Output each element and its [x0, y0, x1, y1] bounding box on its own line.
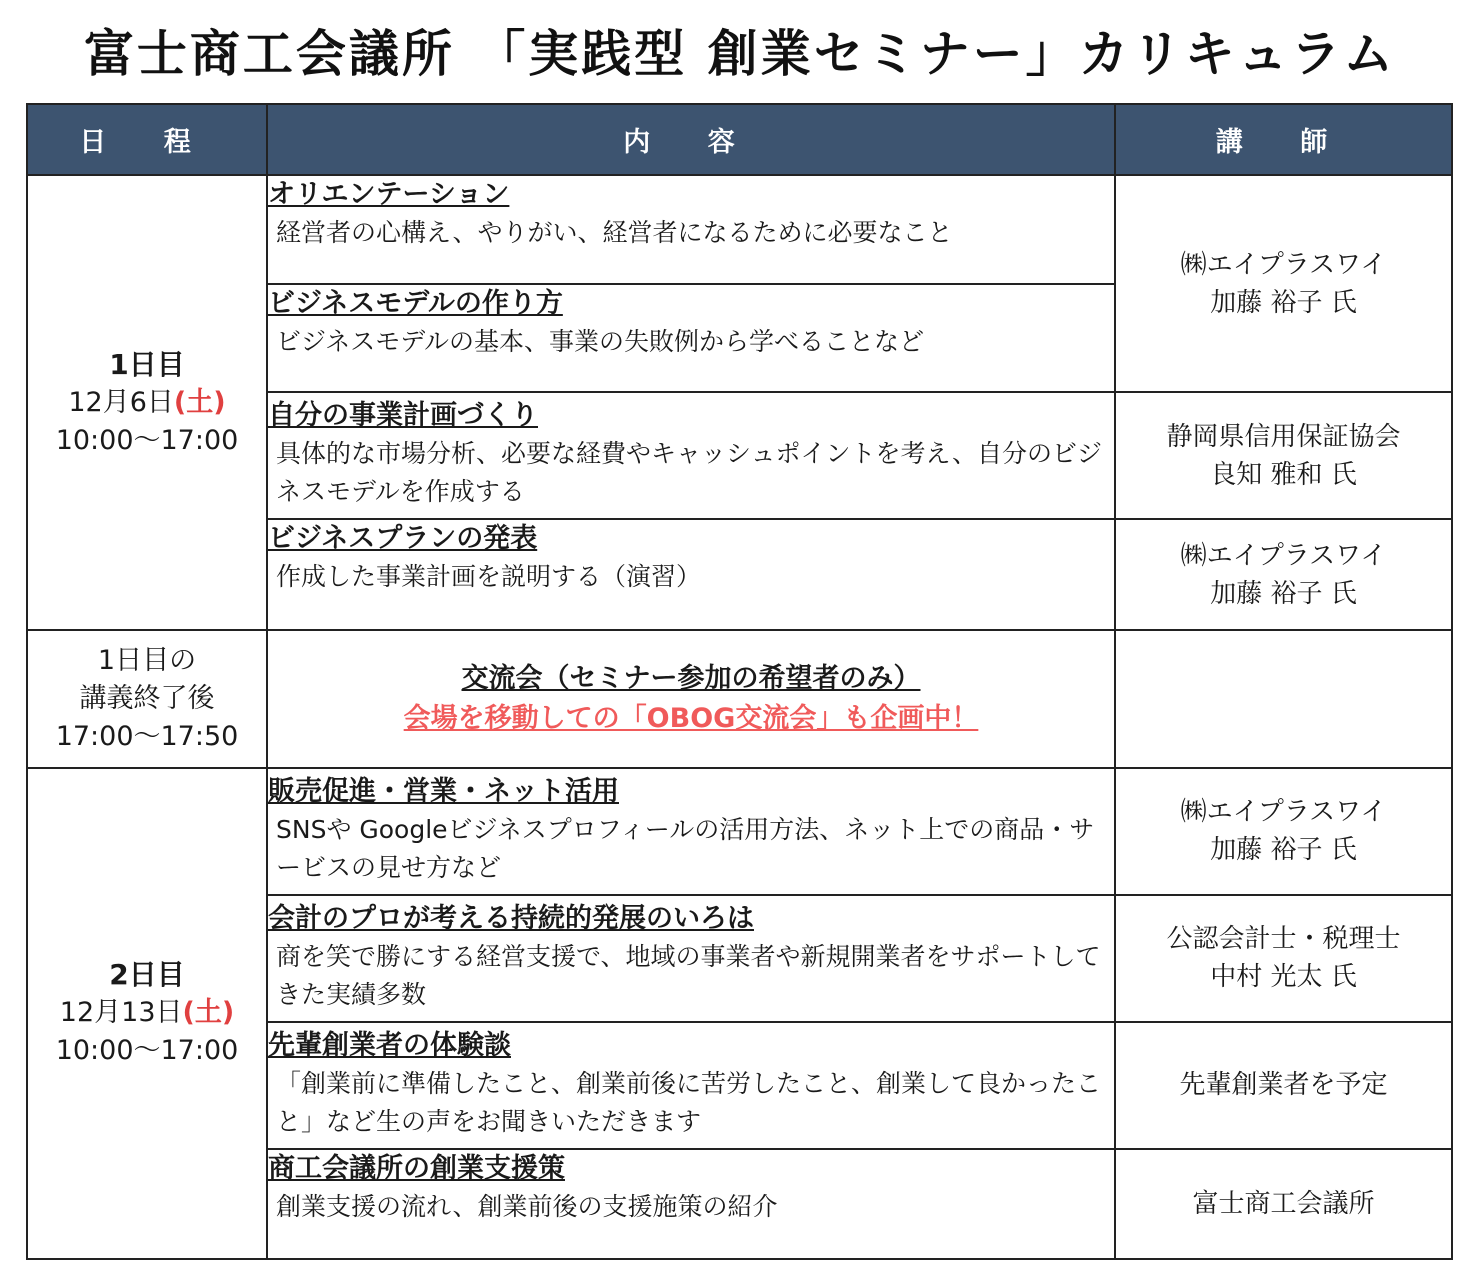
lecturer-org: ㈱エイプラスワイ: [1180, 540, 1387, 571]
curriculum-table: [26, 103, 1453, 1260]
day2-date: 12月13日(土): [59, 997, 235, 1029]
session-cell: [267, 519, 1115, 630]
session-cell: [267, 175, 1115, 284]
lecturer-name: 中村 光太 氏: [1210, 962, 1357, 993]
session-desc: 「創業前に準備したこと、創業前後に苦労したこと、創業して良かったこと」など生の声をお聞きいただきます: [276, 1068, 1102, 1136]
session-desc: 具体的な市場分析、必要な経費やキャッシュポイントを考え、自分のビジネスモデルを作成する: [276, 439, 1103, 507]
session-title: 自分の事業計画づくり: [268, 400, 538, 432]
header-row: [27, 104, 1452, 175]
session-desc: ビジネスモデルの基本、事業の失敗例から学べることなど: [276, 327, 925, 357]
lecturer-cell: [1115, 1149, 1452, 1259]
session-cell: [267, 284, 1115, 392]
session-desc: 作成した事業計画を説明する（演習）: [276, 562, 702, 592]
lecturer-org: 静岡県信用保証協会: [1166, 421, 1401, 452]
session-title: ビジネスプランの発表: [268, 523, 538, 555]
day1-weekday: (土): [173, 386, 226, 418]
session-cell: [267, 1022, 1115, 1149]
session-desc: 創業支援の流れ、創業前後の支援施策の紹介: [276, 1191, 778, 1221]
exchange-title: 交流会（セミナー参加の希望者のみ）: [461, 662, 921, 694]
day1-time: 10:00〜17:00: [55, 424, 239, 456]
exchange-date-cell: [27, 630, 267, 767]
exchange-time: 17:00〜17:50: [55, 720, 239, 752]
day1-date-cell: [27, 175, 267, 630]
lecturer-org: ㈱エイプラスワイ: [1180, 249, 1387, 280]
lecturer-cell: [1115, 1022, 1452, 1149]
session-title: ビジネスモデルの作り方: [268, 288, 563, 320]
lecturer-cell: [1115, 895, 1452, 1022]
session-title: 会計のプロが考える持続的発展のいろは: [268, 902, 754, 934]
day1-label: 1日目: [109, 347, 185, 381]
page-title: 富士商工会議所 「実践型 創業セミナー」カリキュラム: [83, 25, 1397, 83]
session-cell: [267, 392, 1115, 519]
session-title: オリエンテーション: [268, 179, 510, 211]
day2-date-cell: [27, 768, 267, 1259]
lecturer-cell: [1115, 175, 1452, 392]
exchange-cell: [267, 630, 1115, 767]
day1-date: 12月6日(土): [68, 386, 226, 418]
lecturer-name: 加藤 裕子 氏: [1210, 287, 1357, 318]
session-desc: 経営者の心構え、やりがい、経営者になるために必要なこと: [276, 218, 953, 248]
table-row: [27, 630, 1452, 767]
session-title: 販売促進・営業・ネット活用: [268, 775, 619, 807]
table-row: [27, 768, 1452, 895]
session-desc: SNSや Googleビジネスプロフィールの活用方法、ネット上での商品・サービスの見せ方など: [276, 814, 1095, 882]
session-title: 商工会議所の創業支援策: [268, 1152, 565, 1184]
lecturer-cell: [1115, 392, 1452, 519]
lecturer-org: 先輩創業者を予定: [1179, 1070, 1388, 1101]
lecturer-name: 良知 雅和 氏: [1210, 459, 1357, 490]
exchange-note: 会場を移動しての「OBOG交流会」も企画中！: [403, 702, 979, 734]
day2-time: 10:00〜17:00: [55, 1035, 239, 1067]
lecturer-cell: [1115, 768, 1452, 895]
lecturer-org: ㈱エイプラスワイ: [1180, 797, 1387, 828]
lecturer-org: 富士商工会議所: [1192, 1188, 1375, 1219]
header-date: 日 程: [27, 104, 267, 175]
lecturer-name: 加藤 裕子 氏: [1210, 835, 1357, 866]
session-title: 先輩創業者の体験談: [268, 1029, 511, 1061]
lecturer-cell: [1115, 519, 1452, 630]
day2-label: 2日目: [109, 958, 185, 992]
lecturer-name: 加藤 裕子 氏: [1210, 578, 1357, 609]
table-row: [27, 175, 1452, 284]
session-desc: 商を笑で勝にする経営支援で、地域の事業者や新規開業者をサポートしてきた実績多数: [276, 941, 1101, 1009]
session-cell: [267, 895, 1115, 1022]
lecturer-org: 公認会計士・税理士: [1166, 924, 1401, 955]
header-content: 内 容: [267, 104, 1115, 175]
session-cell: [267, 768, 1115, 895]
day2-weekday: (土): [182, 997, 235, 1029]
exchange-line2: 講義終了後: [79, 682, 215, 714]
header-lecturer: 講 師: [1115, 104, 1452, 175]
exchange-line1: 1日目の: [97, 644, 197, 676]
exchange-lecturer-cell: [1115, 630, 1452, 767]
session-cell: [267, 1149, 1115, 1259]
